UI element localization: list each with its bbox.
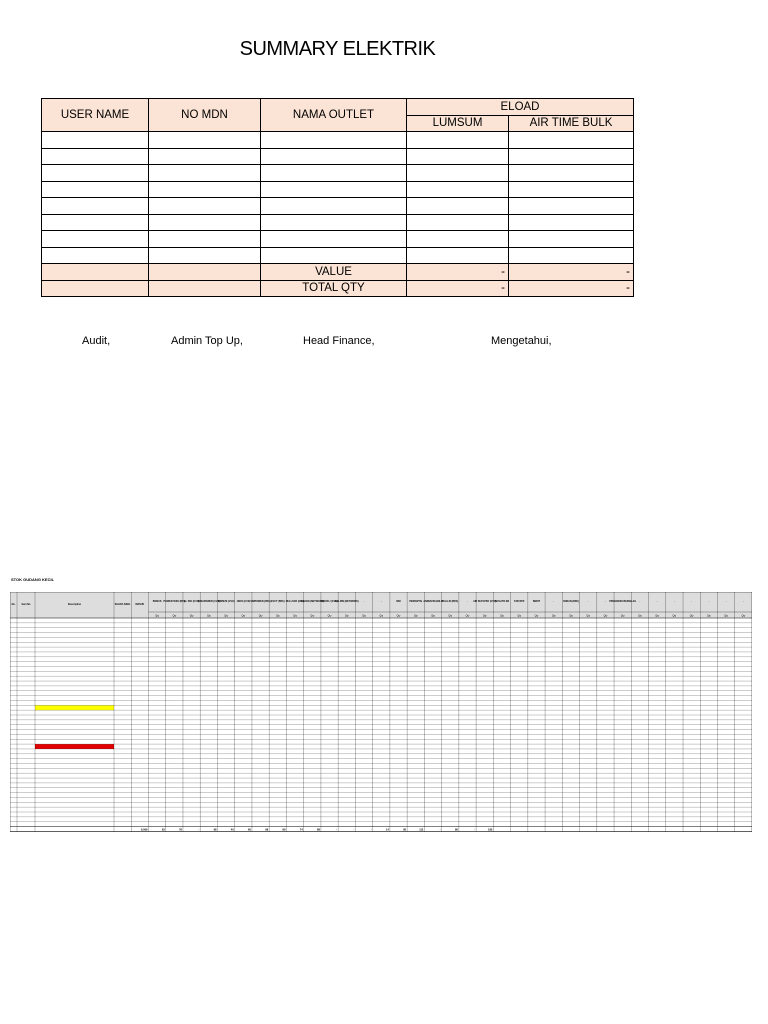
summary-row	[42, 165, 634, 182]
stock-column-header: -	[553, 600, 555, 603]
summary-cell	[261, 198, 407, 215]
stock-qty-subheader: Qty	[620, 614, 625, 618]
stock-column-header: AL 50K (CVX)	[183, 600, 200, 603]
summary-empty-rows	[42, 132, 634, 264]
stock-column-header: -	[691, 600, 693, 603]
summary-row	[42, 247, 634, 264]
stock-qty-subheader: Qty	[655, 614, 660, 618]
stock-column-header: BALDIN (NETWORK)	[300, 600, 325, 603]
footer-cell	[149, 280, 261, 297]
stock-column-header: AIR SUPLTRO (CVX)	[473, 600, 497, 603]
summary-cell	[42, 148, 149, 165]
stock-column-header: SIMPOWER (BPA)	[250, 600, 271, 603]
stock-highlight-yellow	[35, 705, 114, 710]
summary-cell	[42, 198, 149, 215]
footer-qty-airtime: -	[509, 280, 634, 297]
stock-total-value: 112	[419, 828, 424, 832]
stock-column-header: Description	[67, 603, 82, 606]
stock-column-header: MSI	[396, 600, 401, 603]
stock-column-header: MASFLI (CVX)	[321, 600, 338, 603]
summary-row	[42, 231, 634, 248]
summary-cell	[509, 247, 634, 264]
summary-cell	[261, 231, 407, 248]
stock-column-header: SIMAPOWER (CVX)	[197, 600, 220, 603]
stock-column-header: JNCS (CVX)	[236, 600, 251, 603]
signature-mengetahui: Mengetahui,	[491, 335, 552, 347]
stock-gudang-kecil-table	[10, 592, 752, 842]
stock-column-header: Item No	[21, 603, 31, 606]
stock-column-header: SALDO AWAL	[114, 603, 131, 606]
stock-column-header: -	[605, 600, 606, 603]
summary-row	[42, 148, 634, 165]
stock-total-value: -	[439, 828, 441, 832]
stock-total-value: 40	[230, 828, 234, 832]
stock-column-header: PROGRESS BERGILAH	[609, 600, 637, 603]
stock-column-header: ANDEN BEHOLD	[423, 600, 443, 603]
summary-cell	[509, 181, 634, 198]
stock-qty-subheader: Qty	[293, 614, 297, 618]
stock-total-value: 80	[454, 828, 458, 832]
summary-cell	[509, 231, 634, 248]
stock-qty-subheader: Qty	[534, 614, 539, 618]
stock-column-header: -	[639, 600, 641, 603]
summary-cell	[149, 198, 261, 215]
stock-column-header: TAB NTR	[514, 600, 525, 603]
summary-cell	[509, 214, 634, 231]
summary-cell	[407, 148, 509, 165]
summary-cell	[42, 165, 149, 182]
summary-row	[42, 132, 634, 149]
stock-total-value: 98	[213, 828, 217, 832]
stock-column-header: PEROWTAI	[409, 600, 423, 603]
summary-cell	[407, 247, 509, 264]
summary-cell	[42, 181, 149, 198]
summary-row	[42, 198, 634, 215]
stock-qty-subheader: Qty	[396, 614, 401, 618]
summary-cell	[149, 165, 261, 182]
stock-total-value: -	[353, 828, 355, 832]
summary-cell	[407, 132, 509, 149]
stock-qty-subheader: Qty	[551, 614, 556, 618]
stock-column-header: No.	[11, 603, 16, 606]
stock-highlight-red	[35, 744, 114, 749]
stock-column-header: BONUS	[152, 600, 162, 603]
stock-qty-subheader: Qty	[465, 614, 470, 618]
stock-total-value: -	[198, 828, 200, 832]
stock-qty-subheader: Qty	[448, 614, 453, 618]
signature-head-finance: Head Finance,	[303, 335, 375, 347]
summary-row	[42, 214, 634, 231]
summary-cell	[509, 198, 634, 215]
stock-qty-subheader: Qty	[638, 614, 642, 618]
stock-total-value: 93	[161, 828, 165, 832]
stock-qty-subheader: Qty	[224, 614, 228, 618]
stock-column-header: -	[742, 600, 744, 603]
stock-column-header: EVCT (BPA)	[271, 600, 285, 603]
stock-qty-subheader: Qty	[603, 614, 608, 618]
stock-column-header: -	[674, 600, 675, 603]
stock-column-header: NULLSOX (CVX)	[285, 600, 305, 603]
stock-total-value: 98	[265, 828, 269, 832]
summary-cell	[42, 231, 149, 248]
stock-total-value: 14	[386, 828, 389, 832]
footer-cell	[42, 264, 149, 281]
stock-qty-subheader: Qty	[344, 614, 349, 618]
summary-row	[42, 181, 634, 198]
summary-cell	[149, 132, 261, 149]
stock-column-header: -	[708, 600, 710, 603]
stock-column-header: -	[656, 600, 658, 603]
summary-cell	[261, 148, 407, 165]
footer-qty-lumsum: -	[407, 280, 509, 297]
stock-table-title: STOK GUDANG KECIL	[11, 577, 55, 582]
eload-summary-table	[41, 98, 634, 297]
summary-cell	[261, 247, 407, 264]
stock-qty-subheader: Qty	[413, 614, 418, 618]
summary-cell	[42, 214, 149, 231]
footer-cell	[42, 280, 149, 297]
stock-qty-subheader: Qty	[258, 614, 263, 618]
footer-total-qty-label: TOTAL QTY	[261, 280, 407, 297]
stock-column-header: BERIT	[532, 600, 541, 603]
summary-cell	[149, 148, 261, 165]
summary-cell	[261, 214, 407, 231]
stock-qty-subheader: Qty	[275, 614, 280, 618]
footer-value-airtime: -	[509, 264, 634, 281]
header-user-name: USER NAME	[42, 99, 149, 132]
stock-column-header: -	[380, 600, 382, 603]
stock-qty-subheader: Qty	[724, 614, 729, 618]
footer-value-lumsum: -	[407, 264, 509, 281]
stock-total-value: -	[474, 828, 476, 832]
summary-cell	[149, 247, 261, 264]
header-eload: ELOAD	[407, 99, 634, 116]
stock-column-header: -	[725, 600, 727, 603]
stock-qty-subheader: Qty	[379, 614, 384, 618]
signature-admin-top-up: Admin Top Up,	[171, 335, 243, 347]
summary-cell	[407, 231, 509, 248]
stock-total-value: 80	[403, 828, 407, 832]
stock-total-value: -	[370, 828, 372, 832]
summary-cell	[407, 181, 509, 198]
stock-qty-subheader: Qty	[362, 614, 366, 618]
stock-qty-subheader: Qty	[741, 614, 746, 618]
stock-qty-subheader: Qty	[500, 614, 504, 618]
stock-column-header: MASUK	[135, 603, 145, 606]
summary-cell	[149, 214, 261, 231]
stock-qty-subheader: Qty	[672, 614, 677, 618]
stock-total-value: 89	[282, 828, 286, 832]
stock-qty-subheader: Qty	[586, 614, 591, 618]
stock-qty-subheader: Qty	[482, 614, 487, 618]
summary-cell	[407, 165, 509, 182]
stock-total-value: 180	[488, 828, 493, 832]
stock-total-value: -	[336, 828, 338, 832]
stock-total-value: 76	[179, 828, 182, 832]
stock-total-value: 60	[248, 828, 251, 832]
header-lumsum: LUMSUM	[407, 115, 509, 132]
summary-cell	[261, 165, 407, 182]
stock-qty-subheader: Qty	[327, 614, 332, 618]
stock-qty-subheader: Qty	[155, 614, 159, 618]
stock-qty-subheader: Qty	[206, 614, 211, 618]
stock-column-header: BALLIS (BPA)	[442, 600, 459, 603]
summary-cell	[149, 181, 261, 198]
stock-column-header: BALDIN (NETWORK)	[334, 600, 359, 603]
stock-column-header: POWER 500K (BPI)	[163, 600, 186, 603]
stock-qty-subheader: Qty	[172, 614, 177, 618]
summary-cell	[261, 181, 407, 198]
stock-qty-subheader: Qty	[310, 614, 315, 618]
stock-total-value: 6,009	[140, 828, 148, 832]
summary-cell	[509, 165, 634, 182]
footer-cell	[149, 264, 261, 281]
stock-column-header: -	[363, 600, 365, 603]
summary-cell	[261, 132, 407, 149]
stock-qty-subheader: Qty	[189, 614, 194, 618]
stock-column-header: SIMSUM (CVX)	[217, 600, 235, 603]
header-no-mdn: NO MDN	[149, 99, 261, 132]
signature-audit: Audit,	[82, 335, 111, 347]
footer-value-label: VALUE	[261, 264, 407, 281]
summary-cell	[509, 132, 634, 149]
stock-total-value: 74	[299, 828, 303, 832]
header-nama-outlet: NAMA OUTLET	[261, 99, 407, 132]
stock-column-header: SORAN (BPA)	[563, 600, 579, 603]
stock-total-value: 88	[317, 828, 320, 832]
page-title: SUMMARY ELEKTRIK	[239, 38, 436, 60]
stock-qty-subheader: Qty	[431, 614, 435, 618]
stock-qty-subheader: Qty	[569, 614, 573, 618]
header-air-time-bulk: AIR TIME BULK	[509, 115, 634, 132]
stock-column-header: SUSLITO EB	[494, 600, 510, 603]
stock-qty-subheader: Qty	[689, 614, 694, 618]
stock-qty-subheader: Qty	[241, 614, 246, 618]
summary-cell	[407, 214, 509, 231]
summary-cell	[149, 231, 261, 248]
stock-qty-subheader: Qty	[707, 614, 711, 618]
summary-cell	[509, 148, 634, 165]
stock-qty-subheader: Qty	[517, 614, 522, 618]
stock-column-header: -	[587, 600, 589, 603]
summary-cell	[407, 198, 509, 215]
stock-column-header: -	[467, 600, 468, 603]
summary-cell	[42, 132, 149, 149]
summary-cell	[42, 247, 149, 264]
